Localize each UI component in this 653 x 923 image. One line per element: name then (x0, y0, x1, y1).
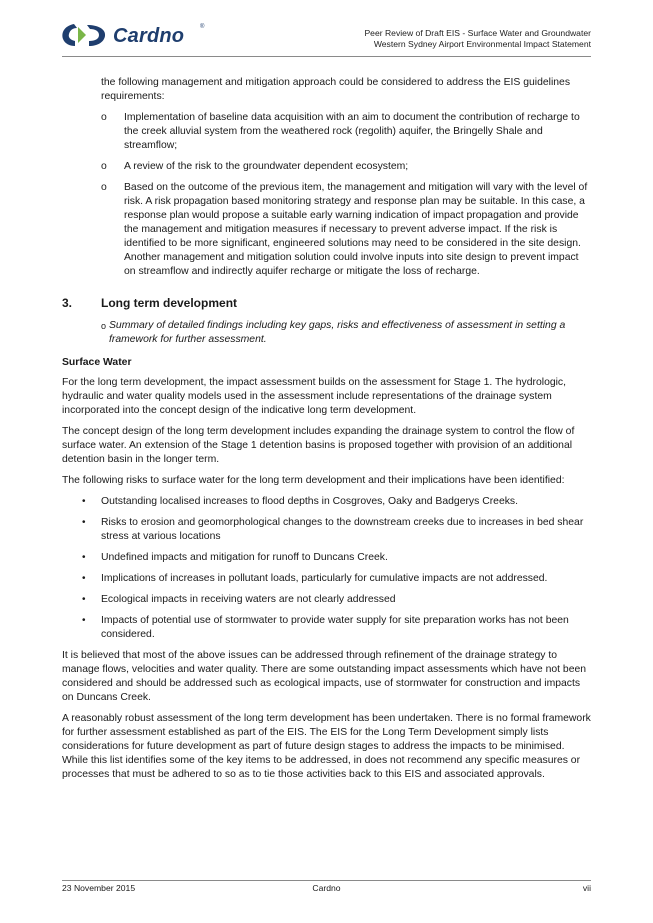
circle-bullet-icon: o (101, 112, 107, 123)
list-item-text: Outstanding localised increases to flood depths in Cosgroves, Oaky and Badgerys Creeks. (101, 496, 519, 507)
document-title-line2: Western Sydney Airport Environmental Impact Statement (373, 39, 591, 49)
list-item-text: Implementation of baseline data acquisition with an aim to document the contribution of recharge to the creek alluvial system from the weathered rock (regolith) aquifer, the Bringelly Shale and streamflow; (124, 112, 580, 151)
list-item (101, 111, 592, 153)
bullet-icon: • (82, 496, 86, 507)
footer-divider (62, 880, 591, 881)
summary-text: Summary of detailed findings including key gaps, risks and effectiveness of assessment in setting a framework for further assessment. (109, 320, 566, 345)
list-item (82, 593, 592, 607)
circle-bullet-icon: o (101, 182, 107, 193)
list-item (101, 160, 592, 174)
paragraph: It is believed that most of the above issues can be addressed through refinement of the drainage strategy to manage flows, velocities and water quality. There are some outstanding impact assessments which have not been considered and should be addressed such as ecological impacts, use of stormwater for construction and impacts on Duncans Creek. (62, 650, 587, 703)
list-item (82, 551, 592, 565)
list-item (82, 572, 592, 586)
cardno-logo (60, 21, 210, 51)
bullet-icon: • (82, 552, 86, 563)
bullet-icon: • (82, 573, 86, 584)
list-item-text: Ecological impacts in receiving waters are not clearly addressed (101, 594, 396, 605)
bullet-icon: • (82, 517, 86, 528)
list-item-text: Implications of increases in pollutant loads, particularly for cumulative impacts are not addressed. (101, 573, 548, 584)
bullet-icon: • (82, 615, 86, 626)
list-item (82, 516, 592, 544)
document-title (364, 28, 591, 50)
mitigation-list (101, 111, 592, 279)
paragraph: The following risks to surface water for the long term development and their implications have been identified: (62, 475, 565, 486)
list-item-text: A review of the risk to the groundwater dependent ecosystem; (124, 161, 409, 172)
section-heading (62, 296, 592, 312)
page-body (62, 76, 592, 789)
page-header (0, 0, 653, 62)
document-title-line1: Peer Review of Draft EIS - Surface Water and Groundwater (364, 28, 591, 38)
risk-list (82, 495, 592, 642)
list-item (82, 614, 592, 642)
logo-text: Cardno (113, 25, 185, 47)
header-divider (62, 56, 591, 57)
list-item-text: Undefined impacts and mitigation for runoff to Duncans Creek. (101, 552, 388, 563)
section-summary (62, 319, 592, 347)
page-footer (62, 883, 591, 895)
page-number: vii (582, 883, 591, 893)
cardno-logo-icon (60, 21, 112, 49)
section-number: 3. (62, 296, 73, 310)
paragraph: A reasonably robust assessment of the long term development has been undertaken. There is no formal framework for further assessment established as part of the EIS. The EIS for the Long Term Development simply lists considerations for future development as part of future design stages to address the impacts to be minimised. While this list identifies some of the key items to be addressed, in does not recommend any specific measures or processes that must be adhered to so as to tie those activities back to this EIS and associated approvals. (62, 713, 591, 780)
circle-bullet-icon: o (101, 161, 107, 172)
list-item (101, 181, 592, 279)
list-item (82, 495, 592, 509)
list-item-text: Risks to erosion and geomorphological changes to the downstream creeks due to increases in bed shear stress at various locations (101, 517, 584, 542)
bullet-icon: • (82, 594, 86, 605)
footer-company: Cardno (312, 883, 341, 893)
list-item-text: Impacts of potential use of stormwater to provide water supply for site preparation works has not been considered. (101, 615, 569, 640)
paragraph: For the long term development, the impact assessment builds on the assessment for Stage 1. The hydrologic, hydraulic and water quality models used in the assessment include representations of the drainage system incorporated into the concept design of the indicative long term development. (62, 377, 567, 416)
list-item-text: Based on the outcome of the previous item, the management and mitigation will vary with the level of risk. A risk propagation based monitoring strategy and response plan may be suitable. In this case, a response plan would propose a suitable early warning indication of impact propagation and provide the management and mitigation measures if necessary to prevent adverse impact. If the risk is identified to be more significant, engineered solutions may need to be considered in the site design. Another management and mitigation solution could involve inputs into site design to prevent impact on streamflow and indirectly aquifer recharge or mitigate the loss of recharge. (124, 182, 588, 277)
circle-bullet-icon: o (101, 321, 107, 331)
intro-paragraph: the following management and mitigation approach could be considered to address the EIS guidelines requirements: (101, 77, 571, 102)
footer-date: 23 November 2015 (62, 883, 136, 893)
logo-registered-mark: ® (200, 24, 205, 30)
subheading-surface-water: Surface Water (62, 357, 132, 368)
paragraph: The concept design of the long term development includes expanding the drainage system to control the flow of surface water. An extension of the Stage 1 detention basins is proposed together with provision of an additional detention basin in the longer term. (62, 426, 575, 465)
section-title: Long term development (101, 296, 238, 310)
